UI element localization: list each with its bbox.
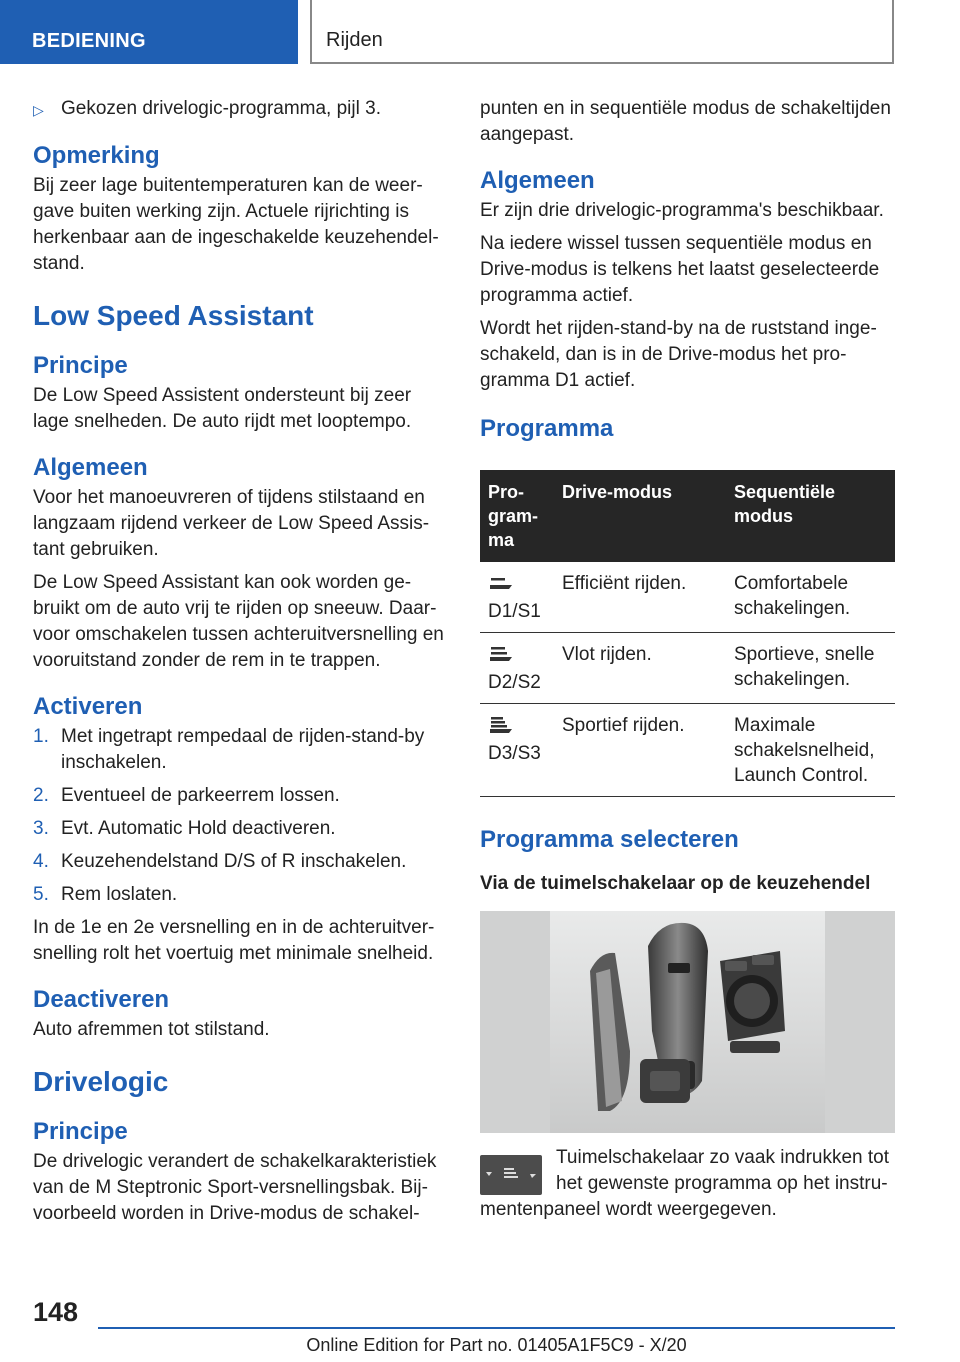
heading-drivelogic: Drivelogic (33, 1066, 169, 1097)
col-header-sequential: Sequentiële modus (726, 470, 895, 562)
algemeen-paragraph: Er zijn drie drivelogic-programma's beschikbaar. (480, 200, 884, 221)
step-number: 1. (33, 726, 49, 747)
edition-note: Online Edition for Part no. 01405A1F5C9 - X/20 (306, 1335, 687, 1355)
chapter-header: Rijden (310, 0, 894, 64)
caption-text: Tuimelschakelaar zo vaak indrukken tot het gewenste programma op het instrumentenpaneel wordt weergegeven. (480, 1147, 890, 1220)
table-row (480, 633, 895, 704)
drive-cell: Vlot rijden. (554, 633, 726, 704)
triangle-bullet-icon: ▷ (33, 102, 44, 118)
step-text: Eventueel de parkeerrem lossen. (61, 785, 340, 806)
drive-cell: Efficiënt rijden. (554, 562, 726, 633)
sequential-cell: Maximale schakelsnelheid, Launch Control. (726, 704, 895, 797)
right-column (480, 96, 895, 1230)
caption-block (480, 1145, 895, 1223)
step-text: Met ingetrapt rempedaal de rijden-stand-by inschakelen. (61, 726, 425, 773)
step-text: Evt. Automatic Hold deactiveren. (61, 818, 336, 839)
step-number: 4. (33, 851, 49, 872)
left-column (33, 96, 445, 1234)
activeren-note: In de 1e en 2e versnelling en in de achteruitversnelling rolt het voertuig met minimale snelheid. (33, 917, 435, 964)
step-number: 3. (33, 818, 49, 839)
step-number: 2. (33, 785, 49, 806)
drivelogic-2-icon (488, 646, 514, 664)
step-number: 5. (33, 884, 49, 905)
subheading-tuimelschakelaar: Via de tuimelschakelaar op de keuzehendel (480, 873, 871, 894)
algemeen-paragraph: Voor het manoeuvreren of tijdens stilstaand en langzaam rijdend verkeer de Low Speed Assistant gebruiken. (33, 487, 430, 560)
step-item (33, 783, 445, 809)
program-code: D2/S2 (488, 672, 541, 693)
rocker-switch-icon (480, 1155, 542, 1195)
section-tab: BEDIENING (0, 0, 298, 64)
deactiveren-text: Auto afremmen tot stilstand. (33, 1019, 270, 1040)
heading-principe: Principe (33, 1118, 128, 1145)
step-item (33, 882, 445, 908)
step-text: Keuzehendelstand D/S of R inschakelen. (61, 851, 407, 872)
console-illustration (480, 911, 895, 1133)
algemeen-paragraph: Na iedere wissel tussen sequentiële modus en Drive-modus is telkens het laatst geselecteerde programma actief. (480, 233, 880, 306)
drivelogic-3-icon (488, 717, 514, 735)
opmerking-text: Bij zeer lage buitentemperaturen kan de weergave buiten werking zijn. Actuele rijrichting is herkenbaar aan de ingeschakelde keuzehendelstand. (33, 175, 439, 274)
program-code: D3/S3 (488, 743, 541, 764)
continued-text: punten en in sequentiële modus de schakeltijden aangepast. (480, 98, 891, 145)
table-row (480, 704, 895, 797)
rocker-switch-image (480, 1155, 542, 1195)
gear-selector-photo (480, 911, 895, 1133)
activeren-steps (33, 724, 445, 908)
sequential-cell: Sportieve, snelle schakelingen. (726, 633, 895, 704)
heading-algemeen: Algemeen (480, 167, 595, 194)
program-cell (480, 562, 554, 633)
footer-divider (98, 1327, 895, 1329)
program-code: D1/S1 (488, 601, 541, 622)
algemeen-paragraph: De Low Speed Assistant kan ook worden gebruikt om de auto vrij te rijden op sneeuw. Daarvoor omschakelen tussen achteruitversnelling en vooruitstand zonder de rem in te trappen. (33, 572, 444, 671)
drivelogic-principe-text: De drivelogic verandert de schakelkarakteristiek van de M Steptronic Sport-versnellingsbak. Bijvoorbeeld worden in Drive-modus de schakel- (33, 1151, 437, 1224)
heading-programma: Programma (480, 415, 614, 442)
heading-low-speed-assistant: Low Speed Assistant (33, 300, 314, 331)
sequential-cell: Comfortabele schakelingen. (726, 562, 895, 633)
heading-deactiveren: Deactiveren (33, 986, 170, 1013)
result-bullet (33, 96, 445, 123)
program-cell (480, 633, 554, 704)
col-header-drive: Drive-modus (554, 470, 726, 562)
drivelogic-1-icon (488, 575, 514, 593)
programma-table (480, 470, 895, 797)
heading-principe: Principe (33, 352, 128, 379)
table-header-row (480, 470, 895, 562)
heading-activeren: Activeren (33, 693, 143, 720)
algemeen-paragraph: Wordt het rijden-stand-by na de ruststand ingeschakeld, dan is in de Drive-modus het programma D1 actief. (480, 318, 877, 391)
page-number: 148 (33, 1297, 79, 1327)
step-item (33, 816, 445, 842)
program-cell (480, 704, 554, 797)
step-text: Rem loslaten. (61, 884, 178, 905)
step-item (33, 724, 445, 776)
bullet-text: Gekozen drivelogic-programma, pijl 3. (61, 98, 381, 119)
table-row (480, 562, 895, 633)
heading-opmerking: Opmerking (33, 142, 160, 169)
drive-cell: Sportief rijden. (554, 704, 726, 797)
heading-programma-selecteren: Programma selecteren (480, 826, 739, 853)
step-item (33, 849, 445, 875)
col-header-programma: Programma (480, 470, 554, 562)
heading-algemeen: Algemeen (33, 454, 148, 481)
principe-text: De Low Speed Assistent ondersteunt bij zeer lage snelheden. De auto rijdt met looptempo. (33, 385, 412, 432)
